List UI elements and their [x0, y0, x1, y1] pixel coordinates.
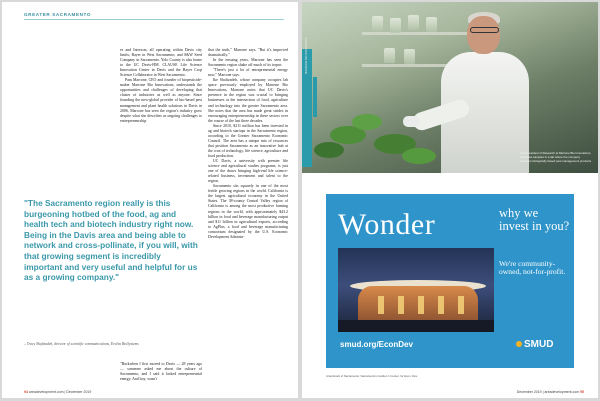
- section-label: GREATER SACRAMENTO: [24, 12, 92, 17]
- arena-plaza: [338, 320, 494, 332]
- folio-text: December 2019 | areadevelopment.com: [516, 390, 580, 394]
- photo-credit: MARRONE BIO INNOVATIONS: [305, 37, 308, 74]
- article-paragraph: "Backwhen I first moved to Davis — 28 years ago — someone asked me about the culture of Sacramento, and I said it lacked entrepreneurial energy. And boy, wasn't: [120, 362, 202, 382]
- smud-advertisement[interactable]: [326, 194, 574, 368]
- lab-bottle: [372, 16, 383, 31]
- ad-url-link[interactable]: smud.org/EconDev: [340, 340, 413, 349]
- arena-window: [458, 296, 464, 314]
- lab-bottle: [384, 48, 395, 63]
- arena-photo: [338, 248, 494, 332]
- plant-leaf: [314, 142, 344, 158]
- article-paragraph: UC Davis, a university with premier life science and agricultural studies programs, is just one of the draws bringing high-end life science-related business, investment and talent to the region.: [208, 159, 288, 184]
- left-page: [2, 2, 298, 398]
- photo-caption: Vice President of Research at Marrone Bio Innovations, examines samples in a lab where the company develops biologically based pest management products: [520, 151, 592, 163]
- page-number: 94: [24, 390, 28, 394]
- right-page: [302, 2, 598, 398]
- gloved-hand: [403, 116, 420, 127]
- ad-headline: Wonder: [338, 208, 436, 241]
- lab-shelf: [362, 64, 457, 67]
- lab-bottle: [404, 49, 415, 64]
- arena-window: [438, 296, 444, 314]
- folio-text: areadevelopment.com | December 2019: [28, 390, 92, 394]
- article-column-1: [120, 48, 202, 124]
- lab-photo: [302, 2, 598, 173]
- ad-subline: We're community-owned, not-for-profit.: [499, 259, 566, 277]
- plant-leaf: [352, 114, 382, 130]
- article-paragraph: "There's just a lot of entrepreneurial energy now," Marrone says.: [208, 68, 288, 78]
- article-paragraph: Ike Shafizadeh, whose company occupies lab space previously employed by Marrone Bio Innovations, Marrone notes that UC Davis's presence in the region was crucial to bringing businesses at the intersection of food, agriculture and technology into the greater Sacramento area. She notes that the area has made great strides in encouraging entrepreneurship in these sectors over the course of the last three decades.: [208, 78, 288, 123]
- article-paragraph: Since 2010, $211 million has been invested in ag and biotech startups in the Sacramento region, according to the Greater Sacramento Economic Council. The area has a unique mix of resources that position Sacramento as an innovative hub at the crux of technology, life science, agriculture and food production.: [208, 123, 288, 158]
- accent-bar: [313, 77, 317, 117]
- pull-quote: "The Sacramento region really is this burgeoning hotbed of the food, ag and health tech and biotech industry right now. Being in the Davis area and being able to network and cross-pollinate, if you will, with that growing segment is incredibly important and very useful and helpful for us as a growing company.": [24, 198, 198, 283]
- arena-window: [398, 296, 404, 314]
- smud-brand: SMUD: [524, 339, 554, 350]
- article-paragraph: es and Intrexon, all operating within Davis city limits; Bayer in West Sacramento; and S&W Seed Company in Sacramento. Yolo County is also home to the UC Davis-HM. CLAUSE Life Science Innovation Center in Davis and the Bayer Crop Science Collaborator in West Sacramento.: [120, 48, 202, 78]
- glasses-icon: [470, 27, 499, 33]
- arena-window: [378, 296, 384, 314]
- page-folio-left: [24, 390, 91, 394]
- lab-bottle: [426, 17, 437, 32]
- ad-tagline: why we invest in you?: [499, 206, 570, 233]
- ad-footnote: A landmark of Sacramento: Sacramento's Golden 1 Center, for Econ. Dev.: [326, 374, 418, 378]
- article-paragraph: In the ensuing years, Marrone has seen the Sacramento region shake off much of its torpor.: [208, 58, 288, 68]
- plant-leaf: [402, 148, 436, 164]
- lab-bottle: [408, 15, 419, 30]
- article-paragraph: that the truth," Marrone says. "But it's improved dramatically.": [208, 48, 288, 58]
- article-paragraph: Pam Marrone, CEO and founder of biopesticide-maker Marrone Bio Innovations, understands the opportunities and challenges of developing that cluster of industries as well as anyone. Since founding the now-global provider of bio-based pest management and plant health solutions in Davis in 2006, Marrone has seen the region's industry grow despite what she describes as ongoing challenges to entrepreneurship.: [120, 78, 202, 123]
- page-number: 95: [580, 390, 584, 394]
- section-rule: [24, 19, 284, 20]
- lab-bottle: [390, 18, 401, 33]
- scientist-head: [467, 16, 500, 54]
- smud-logo-icon: [516, 341, 522, 347]
- article-column-1-continued: [120, 362, 202, 382]
- lab-shelf: [362, 32, 472, 35]
- page-folio-right: [517, 390, 584, 394]
- article-paragraph: Sacramento sits squarely in one of the most fertile growing regions in the world. California is the largest agricultural economy in the United States. The 38-county Central Valley region of California is among the most productive farming regions in the world, with approximately $43.2 billion in food and beverage manufacturing output and $11 billion in agricultural exports, according to AgPlus, a food and beverage manufacturing consortium designated by the U.S. Economic Development Adminis-: [208, 184, 288, 239]
- pull-quote-attribution: – Tracy Shafizadeh, director of scientific communications, Evolva BioSystems: [24, 342, 139, 346]
- arena-window: [418, 296, 424, 314]
- article-column-2: [208, 48, 288, 240]
- smud-logo: [516, 339, 553, 350]
